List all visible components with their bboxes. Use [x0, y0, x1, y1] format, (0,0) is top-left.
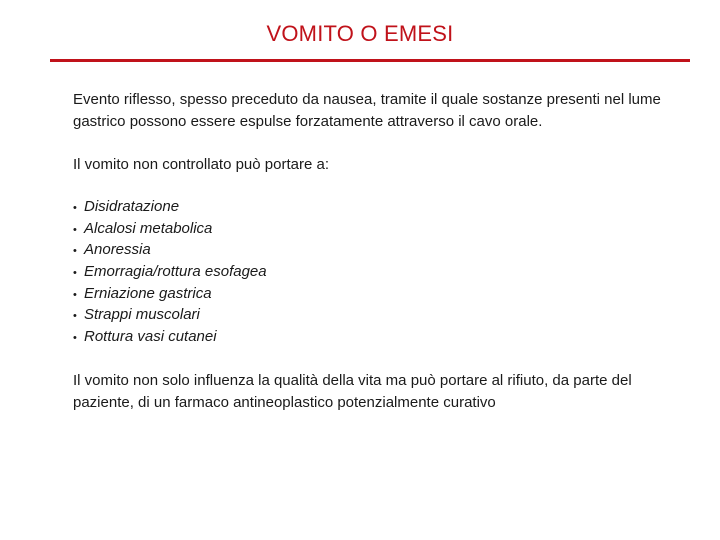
- title-divider: [50, 59, 690, 62]
- list-item-text: Rottura vasi cutanei: [84, 328, 217, 346]
- bullet-icon: •: [73, 202, 77, 214]
- list-item-text: Disidratazione: [84, 198, 180, 215]
- bullet-icon: •: [73, 310, 77, 323]
- list-item-text: Strappi muscolari: [84, 306, 200, 324]
- slide-title: VOMITO O EMESI: [266, 21, 454, 46]
- list-item-text: Emorragia/rottura esofagea: [84, 263, 267, 281]
- bullet-icon: •: [73, 332, 77, 345]
- list-item-text: Anoressia: [84, 241, 151, 259]
- definition-paragraph: Evento riflesso, spesso preceduto da nausea, tramite il quale sostanze presenti nel lume gastrico possono essere espulse forzatamente attraverso il cavo orale.: [73, 91, 661, 130]
- consequences-list: [73, 196, 673, 348]
- list-item: [73, 239, 673, 261]
- list-item: [73, 196, 673, 218]
- list-item: [73, 218, 673, 240]
- list-item-text: Erniazione gastrica: [84, 284, 212, 302]
- list-item-text: Alcalosi metabolica: [84, 219, 213, 237]
- list-lead-paragraph: Il vomito non controllato può portare a:: [73, 156, 329, 173]
- list-item: [73, 261, 673, 283]
- list-item: [73, 283, 673, 305]
- bullet-icon: •: [73, 245, 77, 258]
- slide-body: [73, 89, 673, 414]
- list-item: [73, 304, 673, 326]
- closing-paragraph: Il vomito non solo influenza la qualità della vita ma può portare al rifiuto, da parte del paziente, di un farmaco antineoplastico potenzialmente curativo: [73, 371, 632, 411]
- bullet-icon: •: [73, 223, 77, 236]
- bullet-icon: •: [73, 288, 77, 301]
- bullet-icon: •: [73, 267, 77, 280]
- list-item: [73, 326, 673, 348]
